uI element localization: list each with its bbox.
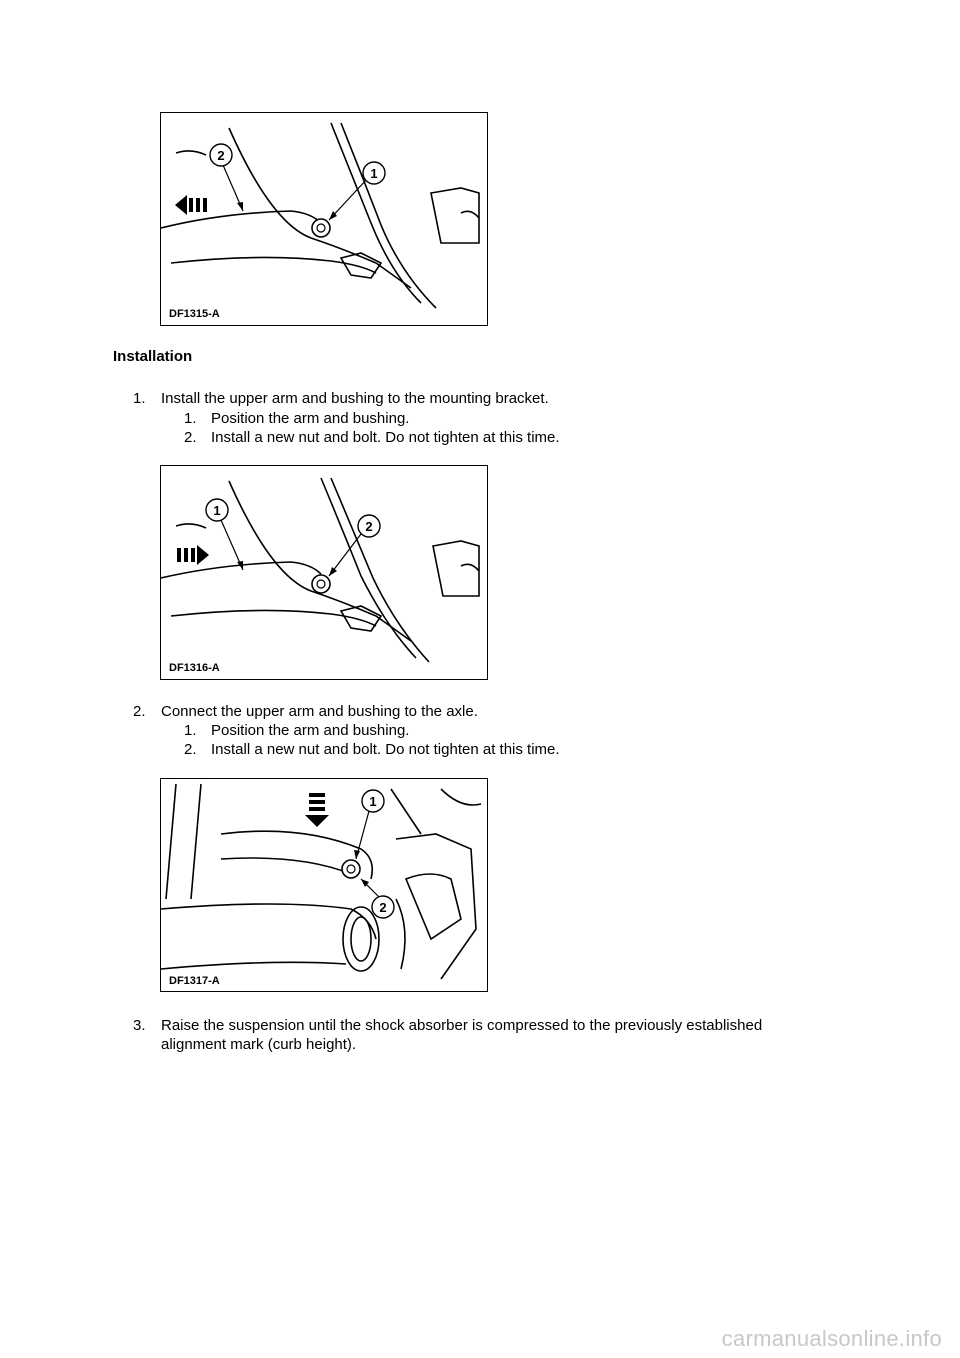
step-text-continued: alignment mark (curb height). [161,1036,357,1053]
substep-text: Position the arm and bushing. [211,722,410,739]
step-number: 3. [133,1017,146,1034]
step-number: 1. [133,390,146,407]
suspension-illustration [161,466,487,679]
figure-code: DF1317-A [169,975,220,987]
substep-number: 2. [184,741,197,758]
suspension-illustration [161,113,487,325]
arrow-right-icon [177,545,209,565]
substep-number: 1. [184,410,197,427]
substep-text: Position the arm and bushing. [211,410,410,427]
figure-df1317 [160,778,488,992]
figure-df1316 [160,465,488,680]
callout-2: 2 [365,519,373,534]
watermark: carmanualsonline.info [721,1326,942,1351]
step-number: 2. [133,703,146,720]
callout-1: 1 [213,503,221,518]
substep-text: Install a new nut and bolt. Do not tighten at this time. [211,429,560,446]
callout-2: 2 [217,148,225,163]
substep-text: Install a new nut and bolt. Do not tighten at this time. [211,741,560,758]
step-text: Connect the upper arm and bushing to the axle. [161,703,478,720]
figure-code: DF1315-A [169,308,220,320]
axle-illustration [161,779,487,991]
substep-number: 2. [184,429,197,446]
arrow-left-icon [175,195,207,215]
substep-number: 1. [184,722,197,739]
step-text: Raise the suspension until the shock absorber is compressed to the previously established [161,1017,763,1034]
step-text: Install the upper arm and bushing to the mounting bracket. [161,390,549,407]
callout-1: 1 [370,166,378,181]
callout-2: 2 [379,900,387,915]
figure-df1315 [160,112,488,326]
callout-1: 1 [369,794,377,809]
figure-code: DF1316-A [169,662,220,674]
arrow-down-icon [305,793,329,827]
section-heading: Installation [113,348,193,365]
